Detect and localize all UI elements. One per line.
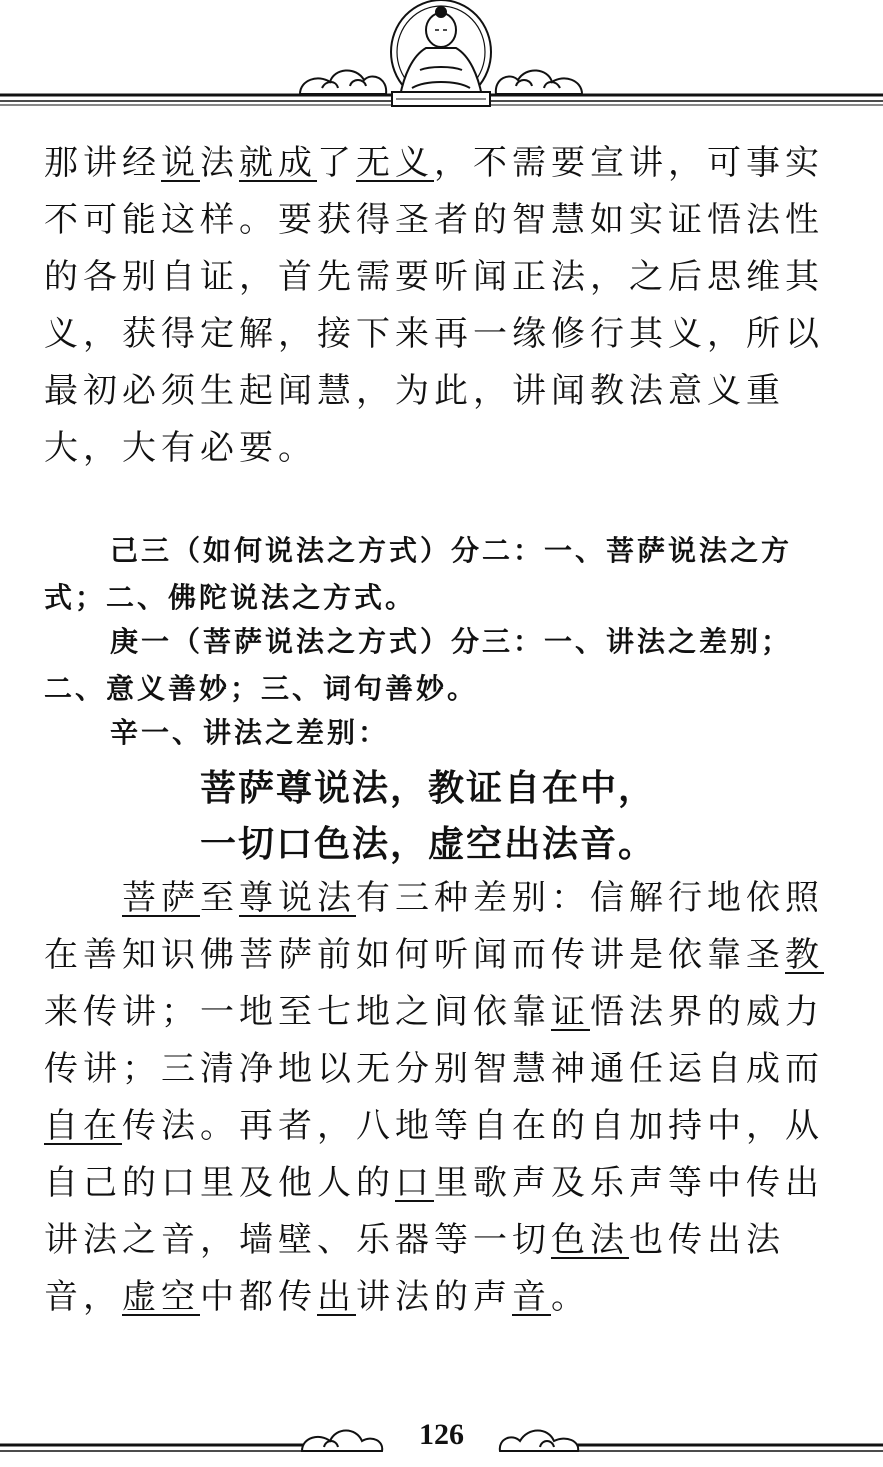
underlined-text: 教 (785, 935, 824, 975)
body-paragraph (44, 135, 834, 477)
buddha-figure-icon (391, 0, 491, 106)
section-heading: 辛一、讲法之差别： (110, 716, 390, 749)
auspicious-cloud-icon (496, 70, 582, 94)
section-heading: 己三（如何说法之方式）分二：一、菩萨说法之方式；二、佛陀说法之方式。 (44, 534, 793, 614)
text-run: 中都传 (200, 1277, 317, 1317)
text-run: 法 (200, 143, 239, 183)
underlined-text: 无义 (356, 143, 434, 183)
text-run: 悟法界的威力传讲；三清净地以无分别智慧神通任运自成而 (44, 992, 824, 1089)
underlined-text: 出 (317, 1277, 356, 1317)
underlined-text: 口 (395, 1163, 434, 1203)
text-run: ，不需要宣讲，可事实不可能这样。要获得圣者的智慧如实证悟法性的各别自证，首先需要听闻正法，之后思维其义，获得定解，接下来再一缘修行其义，所以最初必须生起闻慧，为此，讲闻教法意义重大，大有必要。 (44, 143, 824, 468)
text-run: 那讲经 (44, 143, 161, 183)
text-run: 有三种差别：信解行地依照在善知识佛菩萨前如何听闻而传讲是依靠圣 (44, 878, 824, 975)
text-run: 里歌声及乐声等中传出讲法之音，墙壁、乐器等一切 (44, 1163, 824, 1260)
text-run: 也传出法音， (44, 1220, 785, 1317)
underlined-text: 虚空 (122, 1277, 200, 1317)
text-run: 讲法的声 (356, 1277, 512, 1317)
underlined-text: 尊说法 (239, 878, 356, 918)
verse-line: 菩萨尊说法，教证自在中， (200, 768, 657, 809)
commentary-paragraph (44, 870, 834, 1326)
page-header (0, 0, 883, 120)
underlined-text: 音 (512, 1277, 551, 1317)
underlined-text: 就成 (239, 143, 317, 183)
text-run: 了 (317, 143, 356, 183)
underlined-text: 证 (551, 992, 590, 1032)
text-run: 。 (551, 1277, 590, 1317)
underlined-text: 自在 (44, 1106, 122, 1146)
text-run: 传法。再者，八地等自在的自加持中，从自己的口里及他人的 (44, 1106, 824, 1203)
underlined-text: 色法 (551, 1220, 629, 1260)
underlined-text: 菩萨 (122, 878, 200, 918)
page-number: 126 (419, 1418, 464, 1451)
section-heading: 庚一（菩萨说法之方式）分三：一、讲法之差别；二、意义善妙；三、词句善妙。 (44, 625, 793, 705)
header-ornament (0, 0, 883, 120)
underlined-text: 说 (161, 143, 200, 183)
verse-line: 一切口色法，虚空出法音。 (200, 824, 657, 865)
text-run: 来传讲；一地至七地之间依靠 (44, 992, 551, 1032)
text-run: 至 (200, 878, 239, 918)
auspicious-cloud-icon (300, 70, 386, 94)
